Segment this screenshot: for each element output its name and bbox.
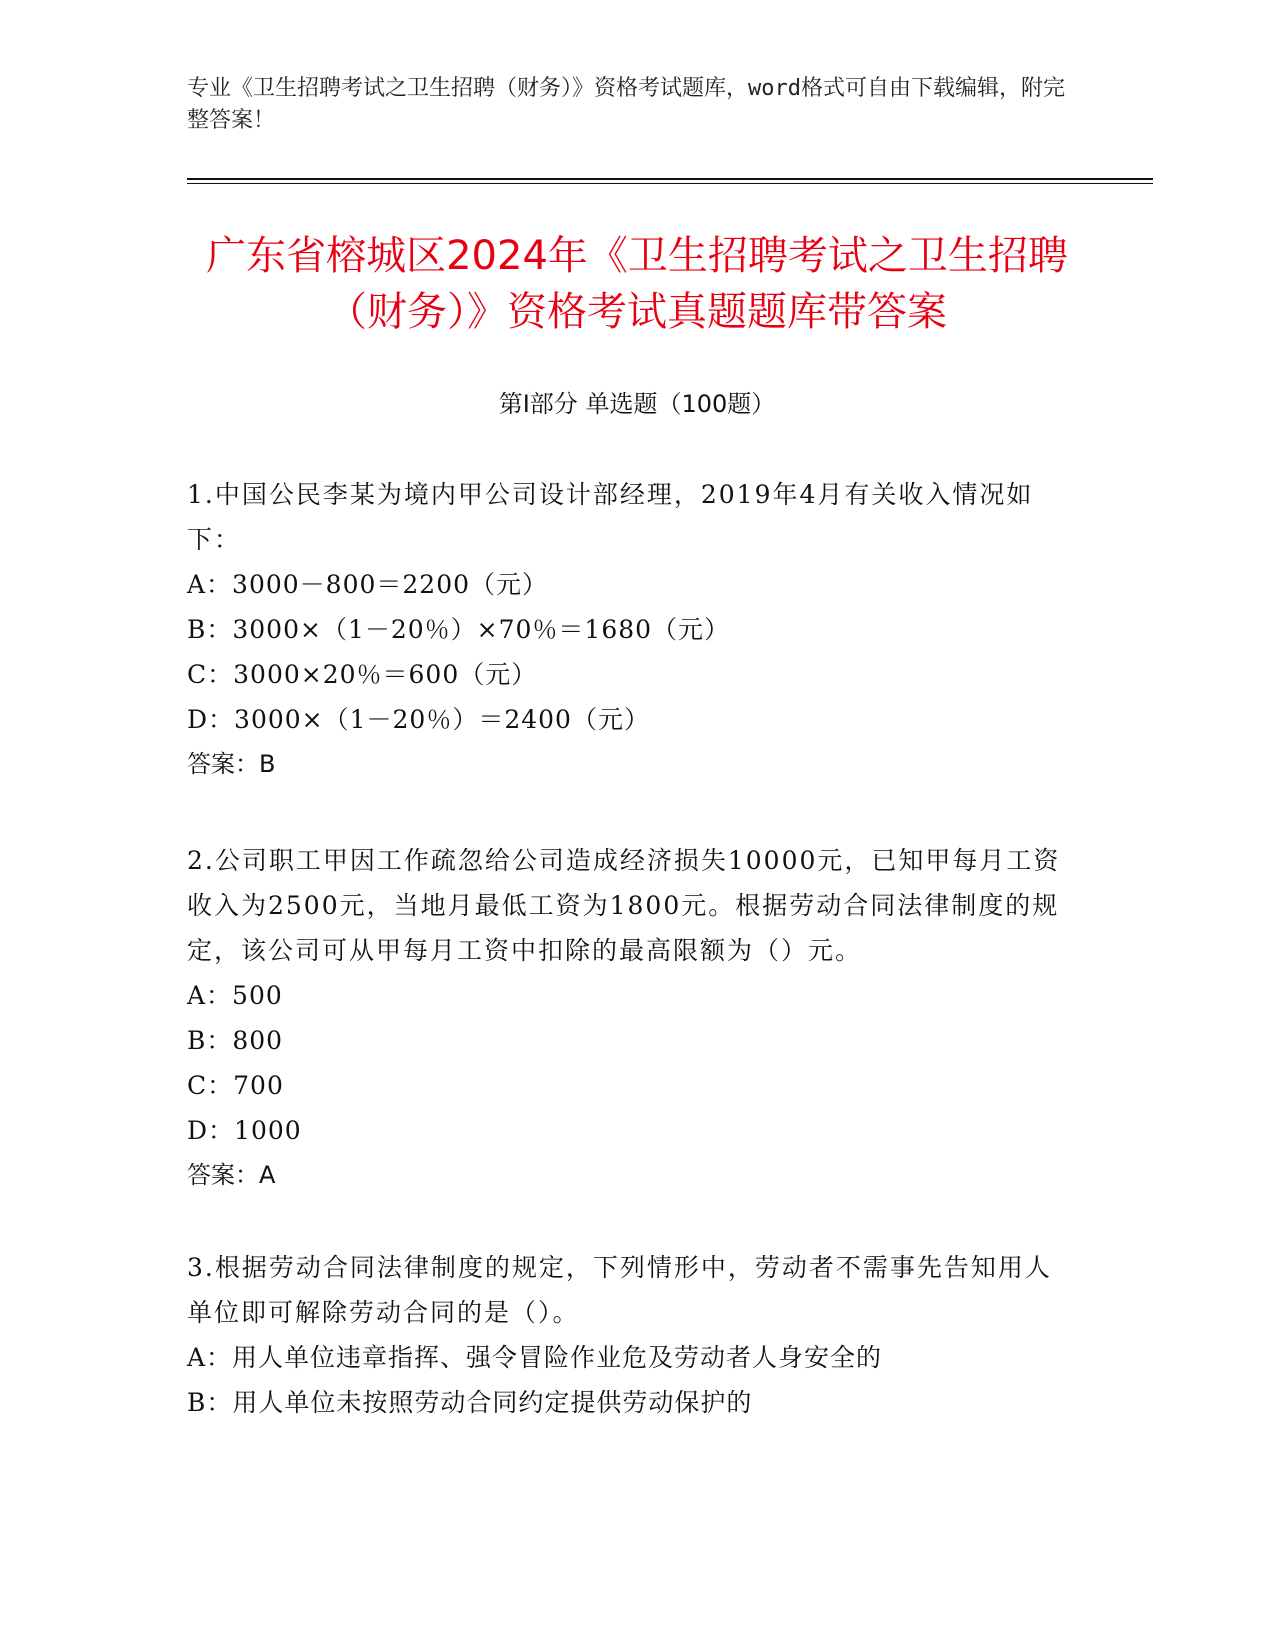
- section-title: 第Ⅰ部分 单选题（100题）: [498, 390, 776, 418]
- question-1: [187, 472, 1067, 787]
- option-a: A：500: [187, 981, 283, 1010]
- option-d: D：3000×（1－20％）＝2400（元）: [187, 705, 650, 734]
- option-a: A：3000－800＝2200（元）: [187, 570, 549, 599]
- answer: 答案：B: [187, 750, 276, 778]
- option-a: A：用人单位违章指挥、强令冒险作业危及劳动者人身安全的: [187, 1343, 883, 1372]
- option-b: B：800: [187, 1026, 284, 1055]
- option-d: D：1000: [187, 1116, 302, 1145]
- option-c: C：700: [187, 1071, 284, 1100]
- option-b: B：3000×（1－20％）×70％＝1680（元）: [187, 615, 731, 644]
- question-stem: 1.中国公民李某为境内甲公司设计部经理，2019年4月有关收入情况如下：: [187, 480, 1034, 554]
- answer: 答案：A: [187, 1161, 276, 1189]
- question-stem: 3.根据劳动合同法律制度的规定，下列情形中，劳动者不需事先告知用人单位即可解除劳动合同的是（）。: [187, 1253, 1052, 1327]
- header-divider-thin: [187, 183, 1153, 184]
- header-note: 专业《卫生招聘考试之卫生招聘（财务）》资格考试题库，word格式可自由下载编辑，附完整答案！: [187, 76, 1065, 133]
- option-c: C：3000×20％＝600（元）: [187, 660, 538, 689]
- document-title: 广东省榕城区2024年《卫生招聘考试之卫生招聘（财务）》资格考试真题题库带答案: [206, 233, 1068, 335]
- question-stem: 2.公司职工甲因工作疏忽给公司造成经济损失10000元，已知甲每月工资收入为2500元，当地月最低工资为1800元。根据劳动合同法律制度的规定，该公司可从甲每月工资中扣除的最高限额为（）元。: [187, 846, 1061, 965]
- option-b: B：用人单位未按照劳动合同约定提供劳动保护的: [187, 1388, 753, 1417]
- question-2: [187, 838, 1067, 1198]
- header-divider-thick: [187, 178, 1153, 180]
- question-3: [187, 1245, 1067, 1425]
